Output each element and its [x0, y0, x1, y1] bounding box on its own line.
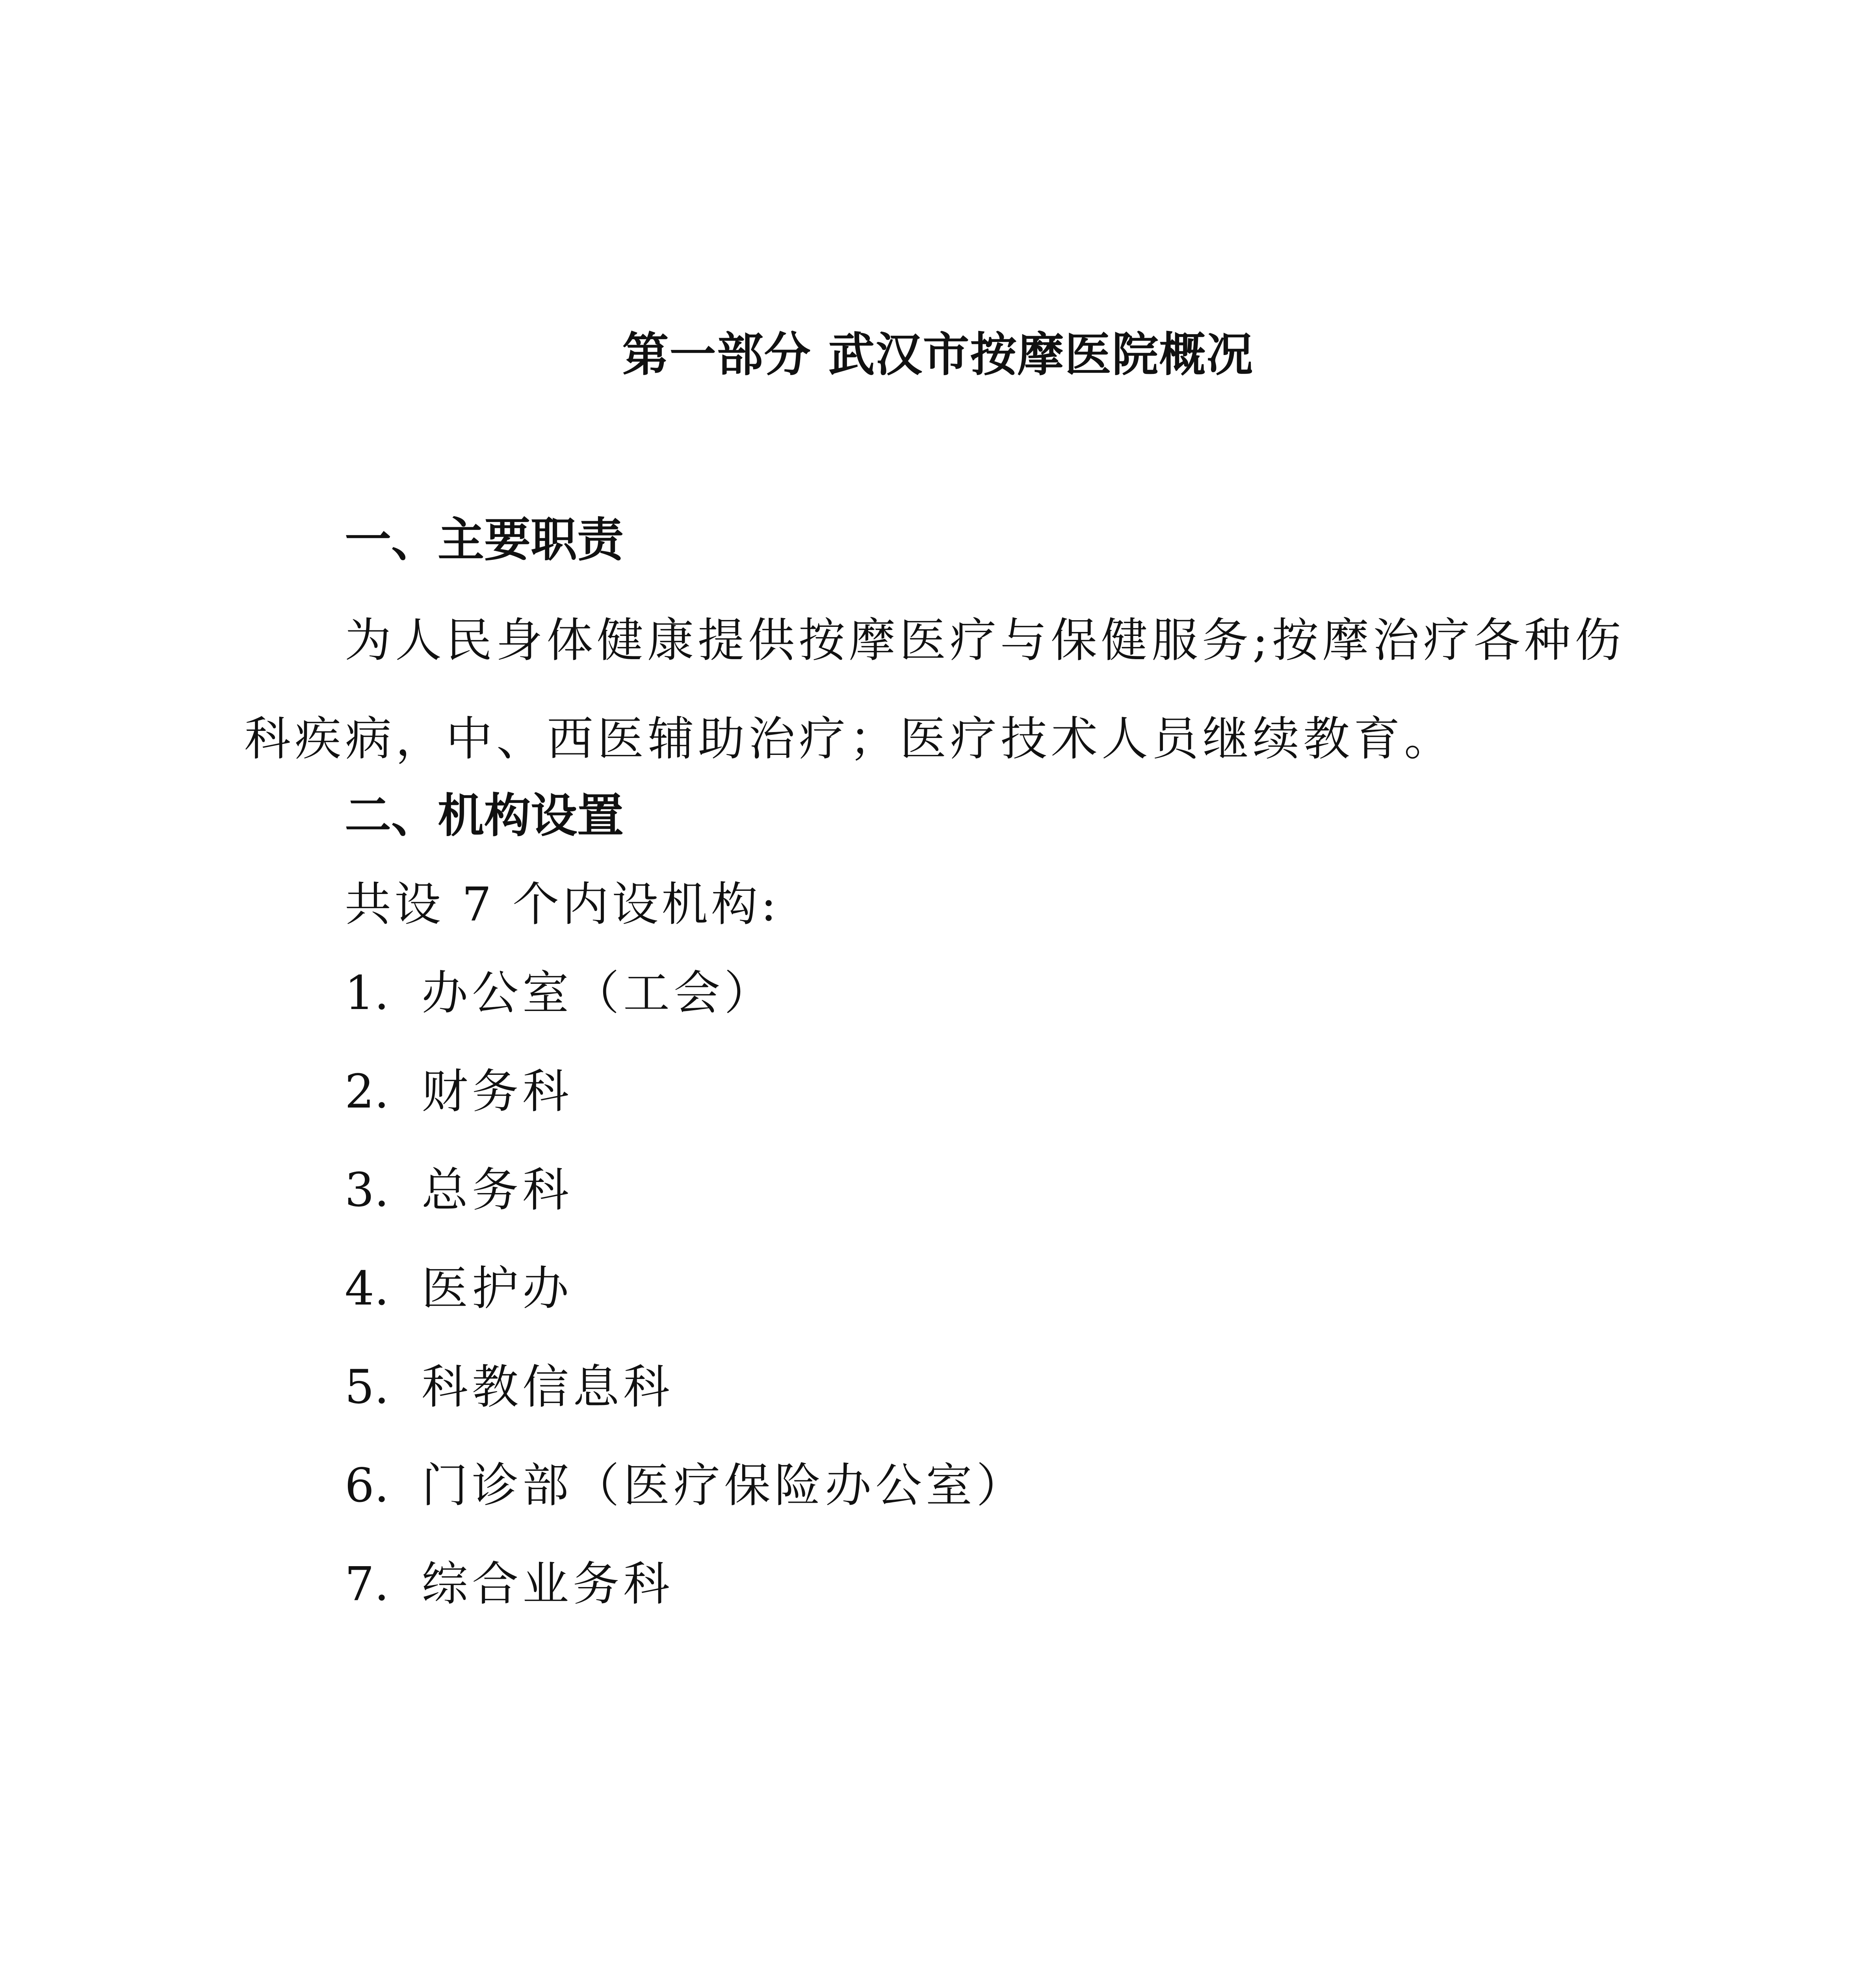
list-item-number: 7. — [345, 1557, 389, 1611]
list-item — [345, 1355, 1027, 1454]
list-item — [345, 1158, 1027, 1257]
list-item — [345, 1454, 1027, 1552]
list-item-label: 总务科 — [422, 1163, 573, 1217]
organization-intro: 共设 7 个内设机构: — [345, 877, 780, 931]
list-item-number: 1. — [345, 966, 389, 1020]
list-item-number: 5. — [345, 1360, 389, 1414]
list-item — [345, 1060, 1027, 1158]
section-heading-main-duties: 一、主要职责 — [345, 513, 624, 567]
main-duties-paragraph: 为人民身体健康提供按摩医疗与保健服务;按摩治疗各种伤科疾病，中、西医辅助治疗；医疗技术人员继续教育。 — [244, 613, 1625, 766]
department-list — [345, 961, 1027, 1651]
page-title: 第一部分 武汉市按摩医院概况 — [622, 327, 1254, 382]
list-item-number: 2. — [345, 1064, 389, 1119]
list-item-label: 综合业务科 — [422, 1557, 674, 1611]
list-item-number: 6. — [345, 1458, 389, 1513]
list-item-label: 医护办 — [422, 1261, 573, 1316]
list-item — [345, 1257, 1027, 1355]
list-item-label: 门诊部（医疗保险办公室） — [422, 1458, 1027, 1513]
list-item-label: 财务科 — [422, 1064, 573, 1119]
list-item — [345, 961, 1027, 1060]
list-item-label: 办公室（工会） — [422, 966, 775, 1020]
list-item-number: 3. — [345, 1163, 389, 1217]
list-item — [345, 1552, 1027, 1651]
section-heading-organization: 二、机构设置 — [345, 788, 624, 843]
list-item-number: 4. — [345, 1261, 389, 1316]
list-item-label: 科教信息科 — [422, 1360, 674, 1414]
